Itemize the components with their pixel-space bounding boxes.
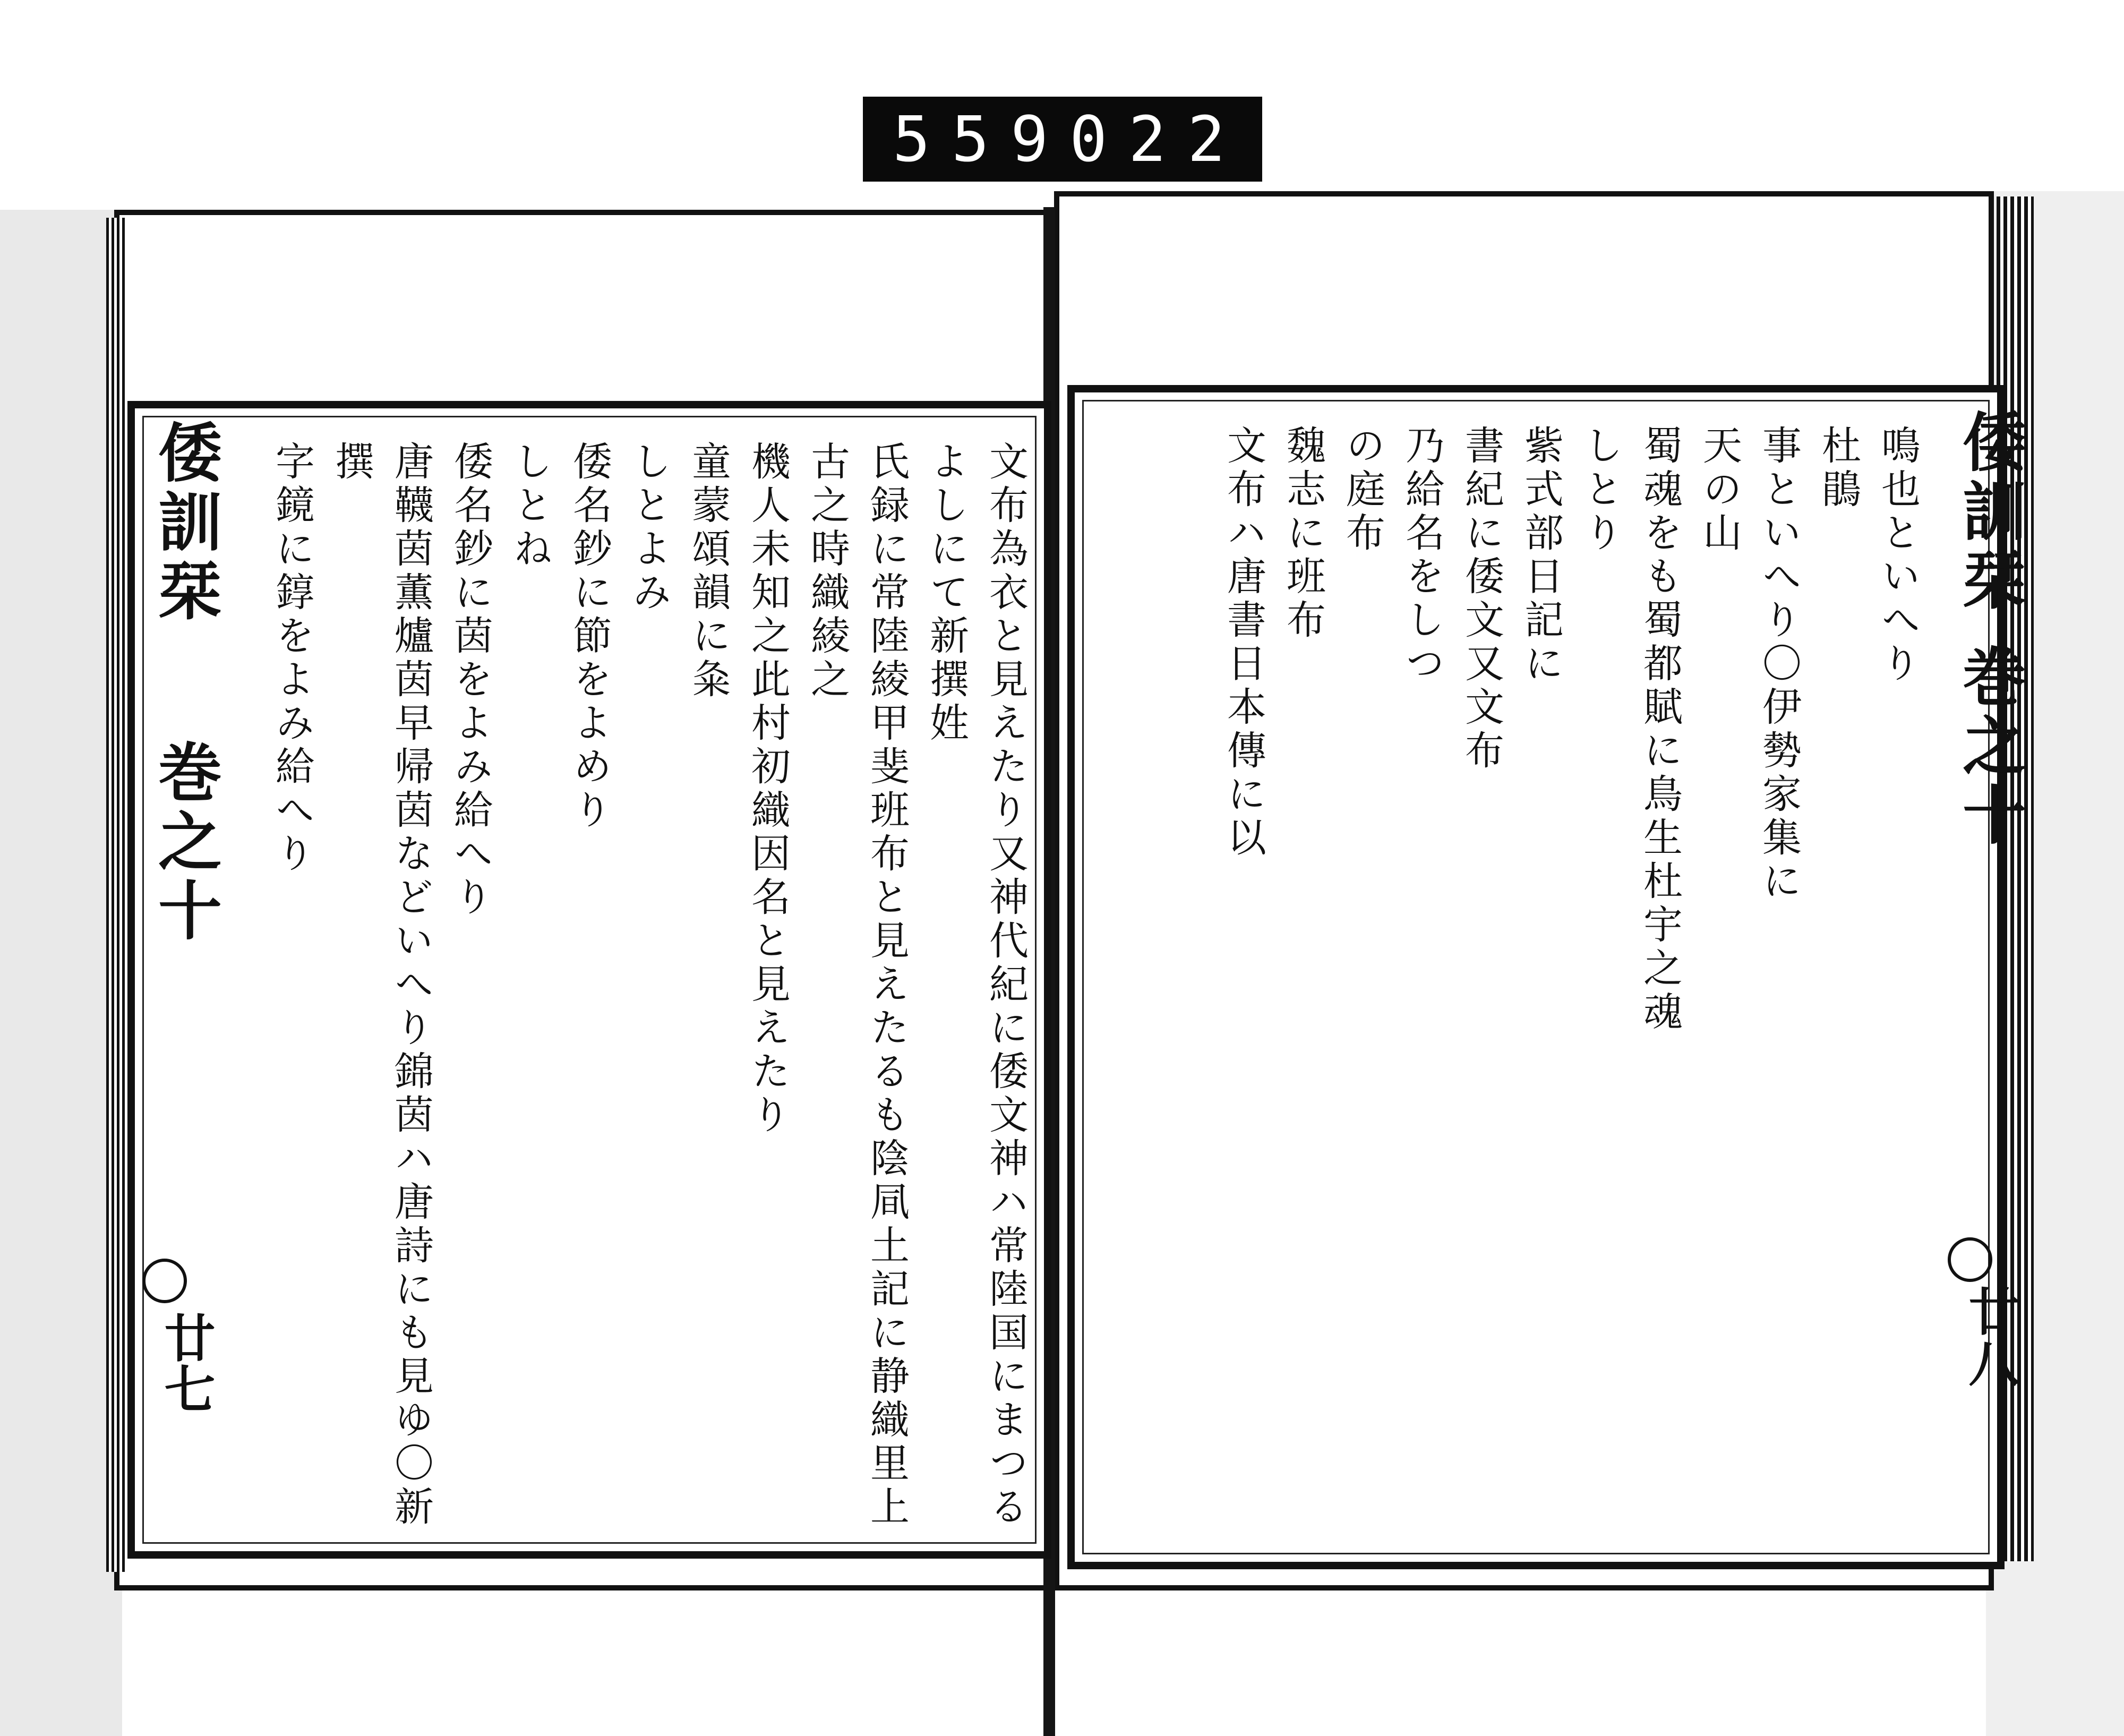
text-line: 鳴也といへり xyxy=(1875,425,1921,686)
text-line: 書紀に倭文又文布 xyxy=(1459,425,1504,773)
book-edge-left xyxy=(106,218,127,1572)
left-page-text xyxy=(196,441,1035,1545)
text-line: しとり xyxy=(1578,425,1623,555)
text-line: 杜鵑 xyxy=(1815,425,1861,512)
text-line: 蜀魂をも蜀都賦に鳥生杜宇之魂 xyxy=(1637,425,1683,1034)
text-line: の庭布 xyxy=(1340,425,1385,555)
text-line: 事といへり〇伊勢家集に xyxy=(1756,425,1802,904)
left-volume: 巻之十 xyxy=(148,739,222,946)
text-line: 文布為衣と見えたり又神代紀に倭文神ハ常陸国にまつるよしにて新撰姓 xyxy=(923,441,1029,1529)
left-page-number: 廿七 xyxy=(156,1312,216,1414)
frame-number-left: 559 xyxy=(893,102,1070,176)
fold-mark-right-icon xyxy=(1948,1237,1992,1282)
microfilm-margin-left xyxy=(0,210,122,1736)
text-line: 文布ハ唐書日本傳に以 xyxy=(1221,425,1266,860)
fold-mark-left-icon xyxy=(142,1259,187,1303)
text-line: 魏志に班布 xyxy=(1280,425,1326,643)
frame-number-right: 022 xyxy=(1069,102,1247,176)
text-line: 乃給名をしつ xyxy=(1399,425,1445,686)
text-line: しとね xyxy=(507,441,553,571)
left-title: 倭訓栞 xyxy=(148,420,222,627)
text-line: 天の山 xyxy=(1697,425,1742,555)
text-line: 氏録に常陸綾甲斐班布と見えたるも陰凬土記に静織里上古之時織綾之 xyxy=(804,441,910,1529)
text-line: 唐韈茵薫爐茵早帰茵などいへり錦茵ハ唐詩にも見ゆ〇新撰 xyxy=(329,441,434,1529)
right-page-text xyxy=(1221,425,1928,1551)
frame-number-label xyxy=(863,97,1262,182)
text-line: 紫式部日記に xyxy=(1518,425,1564,686)
right-page-number: 廿八 xyxy=(1960,1285,2020,1387)
text-line: しとよみ xyxy=(626,441,672,615)
right-title: 倭訓栞 xyxy=(1952,409,2027,616)
text-line: 倭名鈔に節をよめり xyxy=(567,441,612,833)
text-line: 童蒙頌韻に粂 xyxy=(686,441,731,702)
text-line: 倭名鈔に茵をよみ給へり xyxy=(448,441,493,920)
right-volume: 巻之十 xyxy=(1952,643,2027,851)
text-line: 字鏡に錞をよみ給へり xyxy=(269,441,315,876)
right-margin-title xyxy=(1943,409,2035,851)
text-line: 機人未知之此村初織因名と見えたり xyxy=(745,441,791,1138)
